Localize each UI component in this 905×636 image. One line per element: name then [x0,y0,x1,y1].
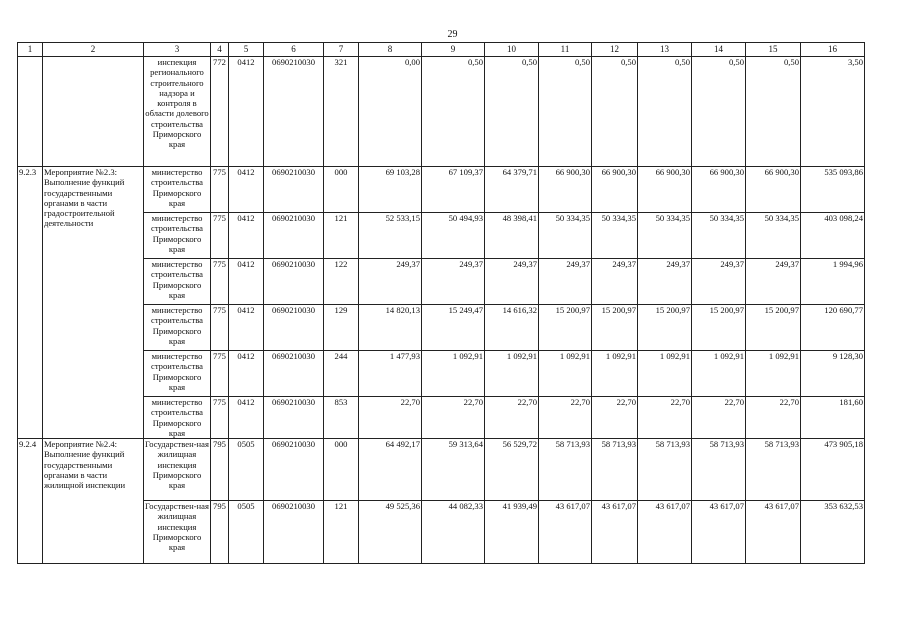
value-cell-col-14: 0,50 [692,57,746,167]
value-cell-col-14: 15 200,97 [692,305,746,351]
value-cell-col-11: 1 092,91 [539,351,592,397]
column-header-4: 4 [211,43,229,57]
value-cell-col-11: 50 334,35 [539,213,592,259]
value-cell-col-8: 64 492,17 [359,439,422,501]
value-cell-col-15: 15 200,97 [746,305,801,351]
value-cell-col-11: 249,37 [539,259,592,305]
value-cell-col-15: 50 334,35 [746,213,801,259]
value-cell-col-12: 1 092,91 [592,351,638,397]
table-row [18,167,865,213]
value-cell-col-9: 0,50 [422,57,485,167]
value-cell-col-16: 535 093,86 [801,167,865,213]
column-header-14: 14 [692,43,746,57]
table-body [18,57,865,564]
page-number: 29 [447,29,458,40]
column-header-8: 8 [359,43,422,57]
activity-number: 9.2.4 [18,439,43,564]
activity-name: Мероприятие №2.3: Выполнение функций государственными органами в части градостроительной деятельности [43,167,144,439]
value-cell-col-13: 1 092,91 [638,351,692,397]
value-cell-col-16: 1 994,96 [801,259,865,305]
value-cell-col-8: 249,37 [359,259,422,305]
value-cell-col-11: 58 713,93 [539,439,592,501]
value-cell-col-11: 22,70 [539,397,592,439]
column-header-12: 12 [592,43,638,57]
value-cell-col-16: 181,60 [801,397,865,439]
code-cell-c4: 775 [211,259,229,305]
activity-number [18,57,43,167]
value-cell-col-15: 0,50 [746,57,801,167]
column-header-2: 2 [43,43,144,57]
value-cell-col-14: 43 617,07 [692,501,746,564]
code-cell-c7: 853 [324,397,359,439]
value-cell-col-12: 58 713,93 [592,439,638,501]
code-cell-c4: 775 [211,351,229,397]
value-cell-col-14: 66 900,30 [692,167,746,213]
code-cell-c7: 321 [324,57,359,167]
code-cell-c6: 0690210030 [264,57,324,167]
value-cell-col-15: 58 713,93 [746,439,801,501]
value-cell-col-16: 473 905,18 [801,439,865,501]
column-header-9: 9 [422,43,485,57]
value-cell-col-13: 43 617,07 [638,501,692,564]
code-cell-c4: 775 [211,213,229,259]
column-header-11: 11 [539,43,592,57]
value-cell-col-12: 0,50 [592,57,638,167]
executor-cell: министерство строительства Приморского края [144,305,211,351]
value-cell-col-10: 0,50 [485,57,539,167]
code-cell-c6: 0690210030 [264,213,324,259]
code-cell-c5: 0505 [229,501,264,564]
column-header-10: 10 [485,43,539,57]
code-cell-c7: 244 [324,351,359,397]
value-cell-col-13: 0,50 [638,57,692,167]
value-cell-col-12: 66 900,30 [592,167,638,213]
value-cell-col-8: 14 820,13 [359,305,422,351]
code-cell-c6: 0690210030 [264,397,324,439]
code-cell-c7: 122 [324,259,359,305]
code-cell-c7: 121 [324,213,359,259]
value-cell-col-11: 15 200,97 [539,305,592,351]
value-cell-col-8: 69 103,28 [359,167,422,213]
activity-number: 9.2.3 [18,167,43,439]
code-cell-c5: 0412 [229,259,264,305]
value-cell-col-10: 56 529,72 [485,439,539,501]
code-cell-c6: 0690210030 [264,439,324,501]
code-cell-c6: 0690210030 [264,501,324,564]
value-cell-col-8: 1 477,93 [359,351,422,397]
executor-cell: Государствен-ная жилищная инспекция Приморского края [144,439,211,501]
value-cell-col-12: 249,37 [592,259,638,305]
value-cell-col-16: 120 690,77 [801,305,865,351]
value-cell-col-13: 249,37 [638,259,692,305]
code-cell-c7: 000 [324,167,359,213]
code-cell-c5: 0412 [229,57,264,167]
value-cell-col-9: 50 494,93 [422,213,485,259]
value-cell-col-8: 0,00 [359,57,422,167]
table-row [18,305,865,351]
table-row [18,351,865,397]
value-cell-col-14: 50 334,35 [692,213,746,259]
executor-cell: Государствен-ная жилищная инспекция Приморского края [144,501,211,564]
column-header-16: 16 [801,43,865,57]
value-cell-col-11: 43 617,07 [539,501,592,564]
code-cell-c7: 000 [324,439,359,501]
value-cell-col-12: 22,70 [592,397,638,439]
column-header-6: 6 [264,43,324,57]
executor-cell: инспекция регионального строительного надзора и контроля в области долевого строительства Приморского края [144,57,211,167]
value-cell-col-16: 353 632,53 [801,501,865,564]
code-cell-c5: 0412 [229,397,264,439]
value-cell-col-13: 58 713,93 [638,439,692,501]
value-cell-col-14: 22,70 [692,397,746,439]
value-cell-col-10: 41 939,49 [485,501,539,564]
activity-name [43,57,144,167]
code-cell-c6: 0690210030 [264,167,324,213]
code-cell-c6: 0690210030 [264,351,324,397]
table-row [18,501,865,564]
code-cell-c6: 0690210030 [264,305,324,351]
code-cell-c5: 0412 [229,213,264,259]
value-cell-col-8: 49 525,36 [359,501,422,564]
value-cell-col-14: 1 092,91 [692,351,746,397]
code-cell-c4: 775 [211,305,229,351]
executor-cell: министерство строительства Приморского края [144,167,211,213]
code-cell-c5: 0412 [229,351,264,397]
value-cell-col-9: 67 109,37 [422,167,485,213]
column-header-3: 3 [144,43,211,57]
value-cell-col-16: 9 128,30 [801,351,865,397]
value-cell-col-9: 22,70 [422,397,485,439]
activity-name: Мероприятие №2.4: Выполнение функций государственными органами в части жилищной инспекции [43,439,144,564]
column-header-7: 7 [324,43,359,57]
column-header-5: 5 [229,43,264,57]
code-cell-c4: 772 [211,57,229,167]
value-cell-col-13: 15 200,97 [638,305,692,351]
table-row [18,259,865,305]
budget-table [17,42,865,564]
executor-cell: министерство строительства Приморского края [144,351,211,397]
code-cell-c4: 795 [211,501,229,564]
value-cell-col-13: 50 334,35 [638,213,692,259]
value-cell-col-15: 43 617,07 [746,501,801,564]
value-cell-col-13: 66 900,30 [638,167,692,213]
header-row [18,43,865,57]
code-cell-c4: 775 [211,167,229,213]
code-cell-c7: 129 [324,305,359,351]
value-cell-col-10: 48 398,41 [485,213,539,259]
code-cell-c7: 121 [324,501,359,564]
value-cell-col-10: 249,37 [485,259,539,305]
column-header-13: 13 [638,43,692,57]
value-cell-col-12: 15 200,97 [592,305,638,351]
value-cell-col-14: 58 713,93 [692,439,746,501]
column-header-15: 15 [746,43,801,57]
value-cell-col-15: 22,70 [746,397,801,439]
value-cell-col-8: 22,70 [359,397,422,439]
value-cell-col-15: 1 092,91 [746,351,801,397]
executor-cell: министерство строительства Приморского края [144,259,211,305]
code-cell-c4: 775 [211,397,229,439]
value-cell-col-11: 0,50 [539,57,592,167]
code-cell-c6: 0690210030 [264,259,324,305]
table-row [18,397,865,439]
table-row [18,439,865,501]
code-cell-c5: 0412 [229,167,264,213]
value-cell-col-10: 1 092,91 [485,351,539,397]
value-cell-col-9: 59 313,64 [422,439,485,501]
column-header-1: 1 [18,43,43,57]
value-cell-col-9: 249,37 [422,259,485,305]
executor-cell: министерство строительства Приморского края [144,213,211,259]
value-cell-col-16: 403 098,24 [801,213,865,259]
table-row [18,57,865,167]
value-cell-col-9: 44 082,33 [422,501,485,564]
code-cell-c4: 795 [211,439,229,501]
value-cell-col-9: 1 092,91 [422,351,485,397]
code-cell-c5: 0505 [229,439,264,501]
value-cell-col-12: 43 617,07 [592,501,638,564]
executor-cell: министерство строительства Приморского края [144,397,211,439]
value-cell-col-8: 52 533,15 [359,213,422,259]
value-cell-col-11: 66 900,30 [539,167,592,213]
value-cell-col-15: 66 900,30 [746,167,801,213]
table-row [18,213,865,259]
value-cell-col-10: 64 379,71 [485,167,539,213]
value-cell-col-15: 249,37 [746,259,801,305]
code-cell-c5: 0412 [229,305,264,351]
value-cell-col-10: 22,70 [485,397,539,439]
value-cell-col-12: 50 334,35 [592,213,638,259]
value-cell-col-13: 22,70 [638,397,692,439]
value-cell-col-16: 3,50 [801,57,865,167]
value-cell-col-9: 15 249,47 [422,305,485,351]
value-cell-col-10: 14 616,32 [485,305,539,351]
value-cell-col-14: 249,37 [692,259,746,305]
